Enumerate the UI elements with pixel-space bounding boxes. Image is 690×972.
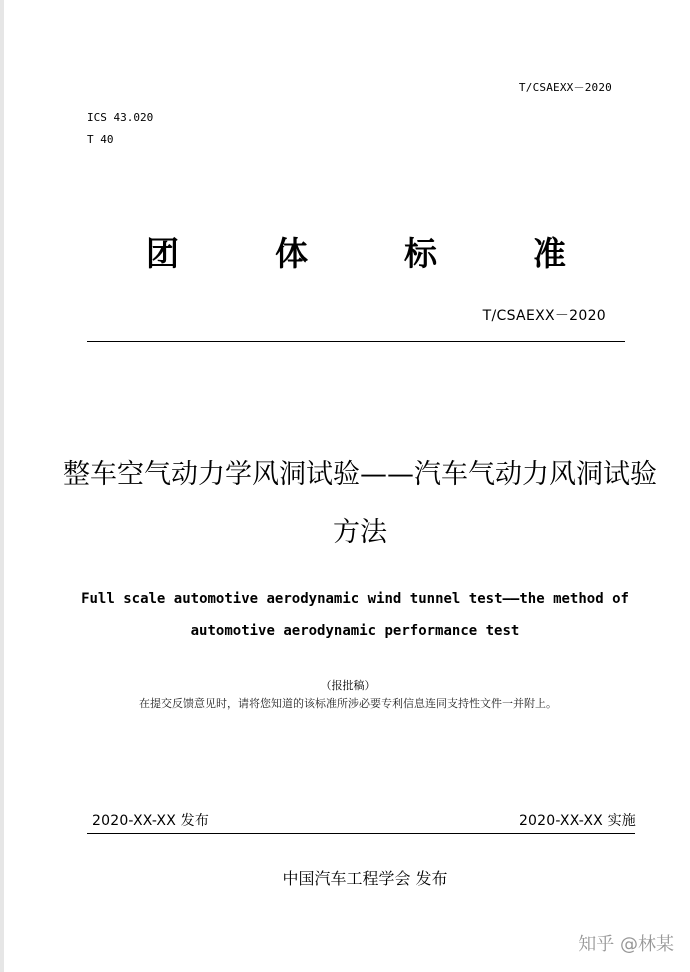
standard-code: T/CSAEXX－2020 — [482, 308, 606, 324]
document-type-heading — [146, 228, 566, 275]
watermark: 知乎 @林某 — [578, 934, 674, 955]
heading-char-3: 标 — [404, 234, 437, 273]
top-standard-code: T/CSAEXX－2020 — [518, 81, 612, 94]
publish-date: 2020-XX-XX 发布 — [92, 813, 210, 829]
bottom-rule — [87, 833, 635, 834]
english-title: Full scale automotive aerodynamic wind tunnel test——the method of automotive aerodynamic performance test — [81, 591, 629, 639]
page-left-edge — [0, 0, 4, 972]
patent-notice: 在提交反馈意见时，请将您知道的该标准所涉必要专利信息连同支持性文件一并附上。 — [139, 697, 557, 710]
draft-status: （报批稿） — [320, 679, 376, 692]
implement-date: 2020-XX-XX 实施 — [518, 813, 636, 829]
top-rule — [87, 341, 625, 342]
heading-char-4: 准 — [533, 234, 566, 273]
ics-code: ICS 43.020 — [87, 111, 154, 124]
heading-char-2: 体 — [275, 234, 308, 273]
chinese-title: 整车空气动力学风洞试验——汽车气动力风洞试验方法 — [63, 459, 657, 548]
publisher: 中国汽车工程学会 发布 — [282, 869, 448, 888]
heading-char-1: 团 — [146, 234, 179, 273]
category-code: T 40 — [87, 133, 114, 146]
